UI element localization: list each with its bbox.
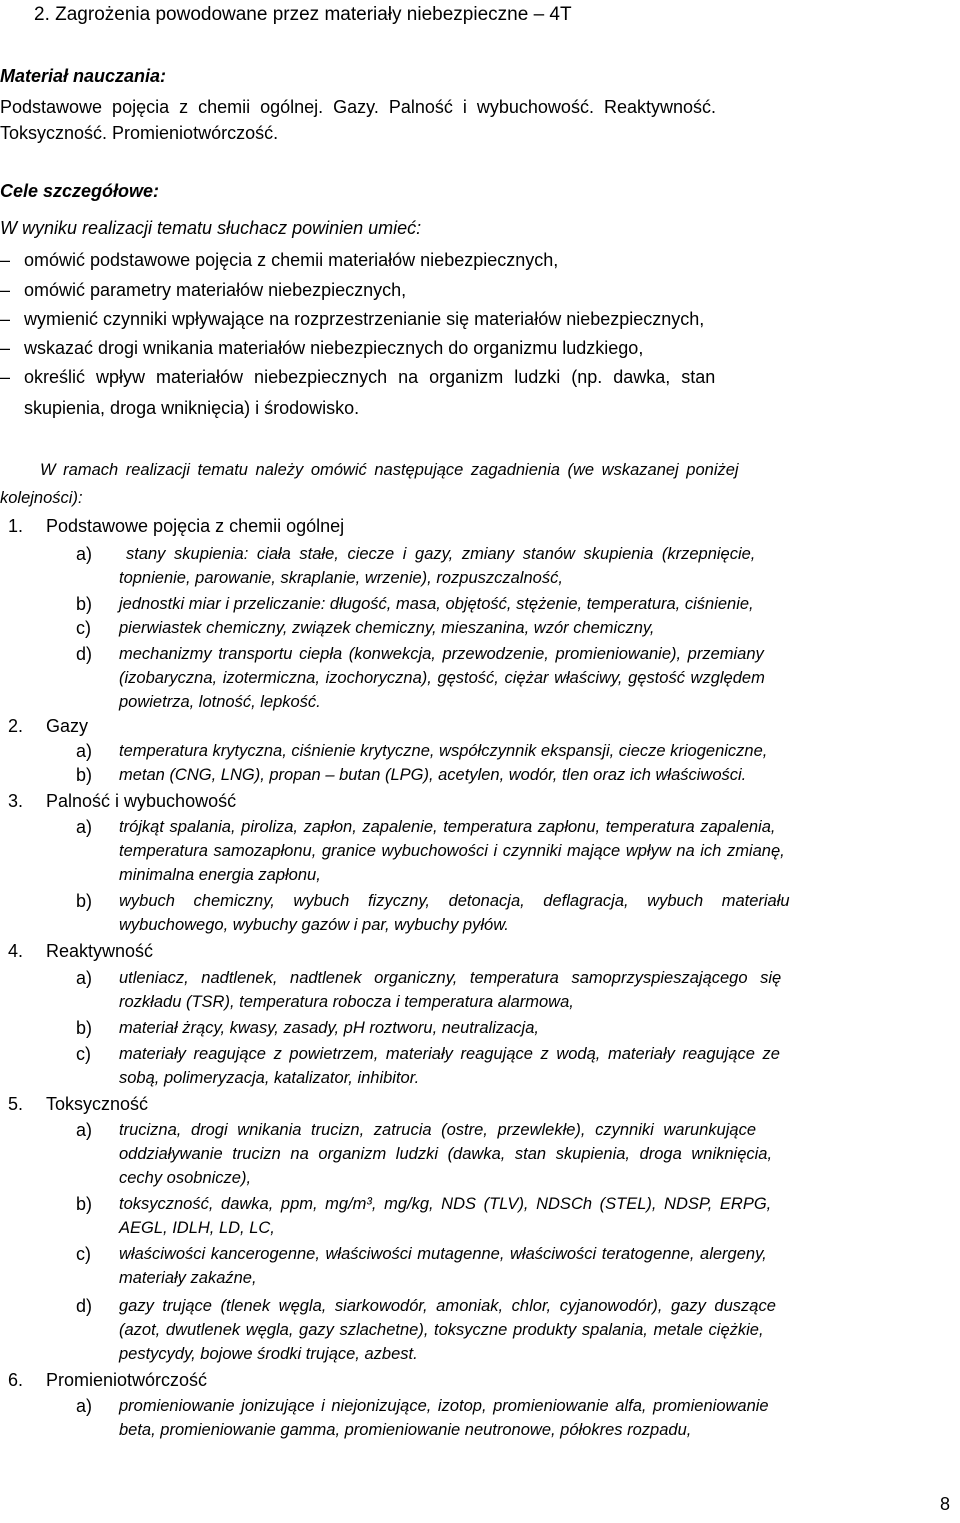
topic-number: 5. (8, 1094, 24, 1114)
page-number: 8 (940, 1494, 951, 1514)
subitem-text-line: rozkładu (TSR), temperatura robocza i temperatura alarmowa, (119, 993, 574, 1011)
subitem-label: a) (76, 1396, 93, 1416)
bullet-dash-icon: – (0, 309, 11, 329)
subitem-text-line: trucizna, drogi wnikania trucizn, zatrucia (ostre, przewlekłe), czynniki warunkujące (119, 1121, 756, 1139)
subitem-label: c) (76, 618, 91, 638)
subitem-text-line: właściwości kancerogenne, właściwości mutagenne, właściwości teratogenne, alergeny, (119, 1245, 767, 1263)
subitem-text-line: materiał żrący, kwasy, zasady, pH roztworu, neutralizacja, (119, 1019, 539, 1037)
subitem-text-line: temperatura samozapłonu, granice wybuchowości i czynniki mające wpływ na ich zmianę, (119, 842, 785, 860)
subitem-text-line: pestycydy, bojowe środki trujące, azbest. (119, 1345, 418, 1363)
goals-heading: Cele szczegółowe: (0, 181, 160, 201)
subitem-text-line: toksyczność, dawka, ppm, mg/m³, mg/kg, NDS (TLV), NDSCh (STEL), NDSP, ERPG, (119, 1195, 772, 1213)
topic-title: Promieniotwórczość (46, 1370, 208, 1390)
topic-title: Gazy (46, 716, 89, 736)
subitem-text-line: pierwiastek chemiczny, związek chemiczny, mieszanina, wzór chemiczny, (119, 619, 655, 637)
subitem-label: b) (76, 1018, 93, 1038)
subitem-label: a) (76, 741, 93, 761)
topic-number: 3. (8, 791, 24, 811)
subitem-text-line: materiały zakaźne, (119, 1269, 257, 1287)
subitem-label: b) (76, 765, 93, 785)
subitem-text-line: cechy osobnicze), (119, 1169, 252, 1187)
goal-item: wskazać drogi wnikania materiałów niebezpiecznych do organizmu ludzkiego, (24, 338, 644, 358)
goals-intro: W wyniku realizacji tematu słuchacz powinien umieć: (0, 218, 422, 238)
bullet-dash-icon: – (0, 280, 11, 300)
subitem-text-line: utleniacz, nadtlenek, nadtlenek organiczny, temperatura samoprzyspieszającego się (119, 969, 782, 987)
subitem-text-line: beta, promieniowanie gamma, promieniowanie neutronowe, półokres rozpadu, (119, 1421, 692, 1439)
topic-number: 2. (8, 716, 24, 736)
subitem-label: c) (76, 1244, 91, 1264)
subitem-text-line: stany skupienia: ciała stałe, ciecze i gazy, zmiany stanów skupienia (krzepnięcie, (126, 545, 756, 563)
scope-line-2: kolejności): (0, 489, 83, 507)
scope-line-1: W ramach realizacji tematu należy omówić następujące zagadnienia (we wskazanej poniżej (40, 461, 739, 479)
topic-number: 4. (8, 941, 24, 961)
topic-title: Toksyczność (46, 1094, 149, 1114)
subitem-label: a) (76, 817, 93, 837)
subitem-text-line: powietrza, lotność, lepkość. (119, 693, 321, 711)
topic-title: Podstawowe pojęcia z chemii ogólnej (46, 516, 345, 536)
goal-item: wymienić czynniki wpływające na rozprzestrzenianie się materiałów niebezpiecznych, (24, 309, 705, 329)
goal-item: omówić podstawowe pojęcia z chemii materiałów niebezpiecznych, (24, 250, 559, 270)
subitem-text-line: materiały reagujące z powietrzem, materiały reagujące z wodą, materiały reagujące ze (119, 1045, 780, 1063)
topic-title: Reaktywność (46, 941, 154, 961)
material-line-1: Podstawowe pojęcia z chemii ogólnej. Gazy. Palność i wybuchowość. Reaktywność. (0, 97, 716, 117)
subitem-text-line: trójkąt spalania, piroliza, zapłon, zapalenie, temperatura zapłonu, temperatura zapalenia, (119, 818, 776, 836)
subitem-label: a) (76, 1120, 93, 1140)
subitem-text-line: sobą, polimeryzacja, katalizator, inhibitor. (119, 1069, 420, 1087)
subitem-label: d) (76, 1296, 93, 1316)
section-title: 2. Zagrożenia powodowane przez materiały niebezpieczne – 4T (34, 4, 572, 25)
bullet-dash-icon: – (0, 250, 11, 270)
subitem-text-line: mechanizmy transportu ciepła (konwekcja, przewodzenie, promieniowanie), przemiany (119, 645, 764, 663)
subitem-text-line: minimalna energia zapłonu, (119, 866, 321, 884)
subitem-text-line: wybuch chemiczny, wybuch fizyczny, detonacja, deflagracja, wybuch materiału (119, 892, 790, 910)
subitem-label: b) (76, 1194, 93, 1214)
material-heading: Materiał nauczania: (0, 66, 167, 86)
subitem-label: a) (76, 968, 93, 988)
subitem-label: d) (76, 644, 93, 664)
subitem-text-line: oddziaływanie trucizn na organizm ludzki (dawka, stan skupienia, droga wniknięcia, (119, 1145, 773, 1163)
subitem-text-line: jednostki miar i przeliczanie: długość, masa, objętość, stężenie, temperatura, ciśnienie, (119, 595, 754, 613)
subitem-label: b) (76, 891, 93, 911)
bullet-dash-icon: – (0, 338, 11, 358)
subitem-text-line: (azot, dwutlenek węgla, gazy szlachetne), toksyczne produkty spalania, metale ciężkie, (119, 1321, 764, 1339)
subitem-text-line: (izobaryczna, izotermiczna, izochoryczna), gęstość, ciężar właściwy, gęstość względem (119, 669, 765, 687)
subitem-label: c) (76, 1044, 91, 1064)
subitem-text-line: AEGL, IDLH, LD, LC, (119, 1219, 275, 1237)
topic-number: 1. (8, 516, 24, 536)
subitem-text-line: temperatura krytyczna, ciśnienie krytyczne, współczynnik ekspansji, ciecze kriogeniczne, (119, 742, 768, 760)
topic-number: 6. (8, 1370, 24, 1390)
subitem-label: a) (76, 544, 93, 564)
subitem-text-line: wybuchowego, wybuchy gazów i par, wybuchy pyłów. (119, 916, 509, 934)
subitem-text-line: metan (CNG, LNG), propan – butan (LPG), acetylen, wodór, tlen oraz ich właściwości. (119, 766, 747, 784)
material-line-2: Toksyczność. Promieniotwórczość. (0, 123, 279, 143)
goal-continuation: skupienia, droga wniknięcia) i środowisko. (24, 398, 360, 418)
subitem-text-line: topnienie, parowanie, skraplanie, wrzenie), rozpuszczalność, (119, 569, 563, 587)
subitem-label: b) (76, 594, 93, 614)
subitem-text-line: promieniowanie jonizujące i niejonizujące, izotop, promieniowanie alfa, promieniowanie (119, 1397, 769, 1415)
subitem-text-line: gazy trujące (tlenek węgla, siarkowodór, amoniak, chlor, cyjanowodór), gazy duszące (119, 1297, 776, 1315)
goal-item: omówić parametry materiałów niebezpiecznych, (24, 280, 407, 300)
topic-title: Palność i wybuchowość (46, 791, 237, 811)
goal-item: określić wpływ materiałów niebezpiecznych na organizm ludzki (np. dawka, stan (24, 367, 716, 387)
bullet-dash-icon: – (0, 367, 11, 387)
